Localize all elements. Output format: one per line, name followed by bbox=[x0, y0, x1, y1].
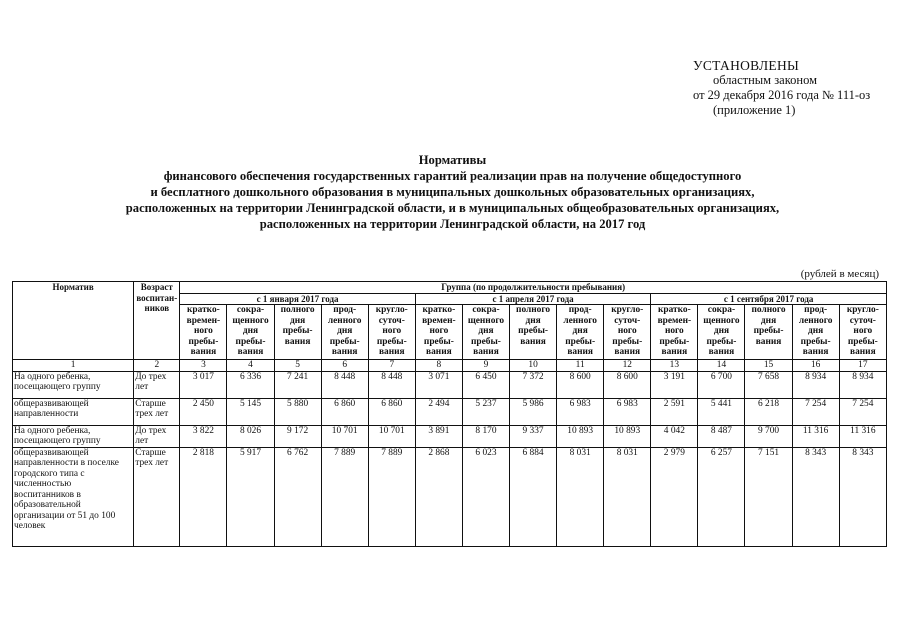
value-cell: 2 818 bbox=[180, 447, 227, 546]
value-cell: 8 170 bbox=[462, 425, 509, 447]
value-cell: 3 071 bbox=[415, 371, 462, 398]
column-number: 16 bbox=[792, 360, 839, 372]
header-group: Группа (по продолжительности пребывания) bbox=[180, 282, 887, 294]
value-cell: 8 031 bbox=[557, 447, 604, 546]
document-title-line: финансового обеспечения государственных гарантий реализации прав на получение общедоступного bbox=[163, 169, 742, 183]
value-cell: 5 441 bbox=[698, 398, 745, 425]
header-category: кругло-суточ-ного пребы-вания bbox=[839, 305, 886, 360]
table-row bbox=[13, 371, 887, 398]
normative-cell: На одного ребенка, посещающего группу bbox=[13, 371, 134, 398]
normative-cell: На одного ребенка, посещающего группу bbox=[13, 425, 134, 447]
value-cell: 5 145 bbox=[227, 398, 274, 425]
column-numbers-row bbox=[13, 360, 887, 372]
value-cell: 6 884 bbox=[510, 447, 557, 546]
value-cell: 7 372 bbox=[510, 371, 557, 398]
value-cell: 7 254 bbox=[792, 398, 839, 425]
value-cell: 4 042 bbox=[651, 425, 698, 447]
value-cell: 8 600 bbox=[557, 371, 604, 398]
document-title bbox=[60, 152, 845, 232]
header-category: прод-ленного дня пребы-вания bbox=[792, 305, 839, 360]
value-cell: 6 218 bbox=[745, 398, 792, 425]
column-number: 17 bbox=[839, 360, 886, 372]
value-cell: 10 701 bbox=[368, 425, 415, 447]
normatives-table bbox=[12, 281, 887, 547]
header-category: кратко-времен-ного пребы-вания bbox=[180, 305, 227, 360]
value-cell: 8 031 bbox=[604, 447, 651, 546]
column-number: 11 bbox=[557, 360, 604, 372]
value-cell: 6 257 bbox=[698, 447, 745, 546]
normative-cell: общеразвивающей направленности в поселке городского типа с численностью воспитанников в образовательной организации от 51 до 100 человек bbox=[13, 447, 134, 546]
approval-stamp bbox=[693, 58, 870, 118]
header-age: Возраст воспитан-ников bbox=[134, 282, 180, 360]
value-cell: 8 934 bbox=[792, 371, 839, 398]
document-title-line: расположенных на территории Ленинградской области, на 2017 год bbox=[259, 217, 646, 231]
value-cell: 7 889 bbox=[368, 447, 415, 546]
value-cell: 7 889 bbox=[321, 447, 368, 546]
column-number: 7 bbox=[368, 360, 415, 372]
value-cell: 6 023 bbox=[462, 447, 509, 546]
value-cell: 3 891 bbox=[415, 425, 462, 447]
approval-title: УСТАНОВЛЕНЫ bbox=[693, 58, 800, 73]
value-cell: 7 254 bbox=[839, 398, 886, 425]
approval-line-3: (приложение 1) bbox=[713, 103, 796, 117]
value-cell: 9 700 bbox=[745, 425, 792, 447]
value-cell: 8 448 bbox=[368, 371, 415, 398]
value-cell: 5 237 bbox=[462, 398, 509, 425]
value-cell: 11 316 bbox=[792, 425, 839, 447]
column-number: 2 bbox=[134, 360, 180, 372]
value-cell: 2 979 bbox=[651, 447, 698, 546]
header-category: сокра-щенного дня пребы-вания bbox=[462, 305, 509, 360]
column-number: 6 bbox=[321, 360, 368, 372]
header-category: кругло-суточ-ного пребы-вания bbox=[604, 305, 651, 360]
value-cell: 6 700 bbox=[698, 371, 745, 398]
table-row bbox=[13, 425, 887, 447]
column-number: 4 bbox=[227, 360, 274, 372]
column-number: 8 bbox=[415, 360, 462, 372]
column-number: 10 bbox=[510, 360, 557, 372]
column-number: 5 bbox=[274, 360, 321, 372]
value-cell: 3 191 bbox=[651, 371, 698, 398]
header-row-group bbox=[13, 282, 887, 294]
value-cell: 9 337 bbox=[510, 425, 557, 447]
value-cell: 8 026 bbox=[227, 425, 274, 447]
value-cell: 8 600 bbox=[604, 371, 651, 398]
value-cell: 7 241 bbox=[274, 371, 321, 398]
value-cell: 3 017 bbox=[180, 371, 227, 398]
value-cell: 8 343 bbox=[839, 447, 886, 546]
value-cell: 5 986 bbox=[510, 398, 557, 425]
value-cell: 6 860 bbox=[368, 398, 415, 425]
value-cell: 6 762 bbox=[274, 447, 321, 546]
column-number: 12 bbox=[604, 360, 651, 372]
value-cell: 8 487 bbox=[698, 425, 745, 447]
unit-note: (рублей в месяц) bbox=[800, 268, 879, 280]
value-cell: 6 450 bbox=[462, 371, 509, 398]
value-cell: 6 983 bbox=[604, 398, 651, 425]
value-cell: 2 494 bbox=[415, 398, 462, 425]
value-cell: 2 450 bbox=[180, 398, 227, 425]
value-cell: 2 868 bbox=[415, 447, 462, 546]
header-category: полного дня пребы-вания bbox=[745, 305, 792, 360]
column-number: 1 bbox=[13, 360, 134, 372]
approval-line-1: областным законом bbox=[713, 73, 818, 87]
value-cell: 7 151 bbox=[745, 447, 792, 546]
age-cell: Старше трех лет bbox=[134, 398, 180, 425]
header-category: кратко-времен-ного пребы-вания bbox=[415, 305, 462, 360]
header-category: полного дня пребы-вания bbox=[510, 305, 557, 360]
value-cell: 8 343 bbox=[792, 447, 839, 546]
value-cell: 5 917 bbox=[227, 447, 274, 546]
header-category: кругло-суточ-ного пребы-вания bbox=[368, 305, 415, 360]
value-cell: 10 701 bbox=[321, 425, 368, 447]
age-cell: До трех лет bbox=[134, 425, 180, 447]
value-cell: 11 316 bbox=[839, 425, 886, 447]
age-cell: До трех лет bbox=[134, 371, 180, 398]
header-normative: Норматив bbox=[13, 282, 134, 360]
value-cell: 5 880 bbox=[274, 398, 321, 425]
value-cell: 10 893 bbox=[557, 425, 604, 447]
header-category: прод-ленного дня пребы-вания bbox=[557, 305, 604, 360]
table-row bbox=[13, 447, 887, 546]
column-number: 13 bbox=[651, 360, 698, 372]
column-number: 14 bbox=[698, 360, 745, 372]
value-cell: 6 336 bbox=[227, 371, 274, 398]
approval-line-2: от 29 декабря 2016 года № 111-оз bbox=[693, 88, 871, 102]
normative-cell: общеразвивающей направленности bbox=[13, 398, 134, 425]
document-title-line: и бесплатного дошкольного образования в муниципальных дошкольных образовательных организациях, bbox=[150, 185, 755, 199]
column-number: 15 bbox=[745, 360, 792, 372]
value-cell: 8 448 bbox=[321, 371, 368, 398]
header-category: сокра-щенного дня пребы-вания bbox=[227, 305, 274, 360]
header-period: с 1 сентября 2017 года bbox=[651, 293, 887, 305]
column-number: 9 bbox=[462, 360, 509, 372]
value-cell: 6 983 bbox=[557, 398, 604, 425]
value-cell: 6 860 bbox=[321, 398, 368, 425]
document-title-line: Нормативы bbox=[418, 153, 487, 167]
header-category: прод-ленного дня пребы-вания bbox=[321, 305, 368, 360]
value-cell: 2 591 bbox=[651, 398, 698, 425]
age-cell: Старше трех лет bbox=[134, 447, 180, 546]
document-title-line: расположенных на территории Ленинградской области, и в муниципальных общеобразовательных организациях, bbox=[125, 201, 780, 215]
header-category: полного дня пребы-вания bbox=[274, 305, 321, 360]
value-cell: 3 822 bbox=[180, 425, 227, 447]
value-cell: 9 172 bbox=[274, 425, 321, 447]
table-row bbox=[13, 398, 887, 425]
header-period: с 1 апреля 2017 года bbox=[415, 293, 650, 305]
header-category: сокра-щенного дня пребы-вания bbox=[698, 305, 745, 360]
value-cell: 7 658 bbox=[745, 371, 792, 398]
header-period: с 1 января 2017 года bbox=[180, 293, 415, 305]
value-cell: 10 893 bbox=[604, 425, 651, 447]
value-cell: 8 934 bbox=[839, 371, 886, 398]
header-category: кратко-времен-ного пребы-вания bbox=[651, 305, 698, 360]
column-number: 3 bbox=[180, 360, 227, 372]
